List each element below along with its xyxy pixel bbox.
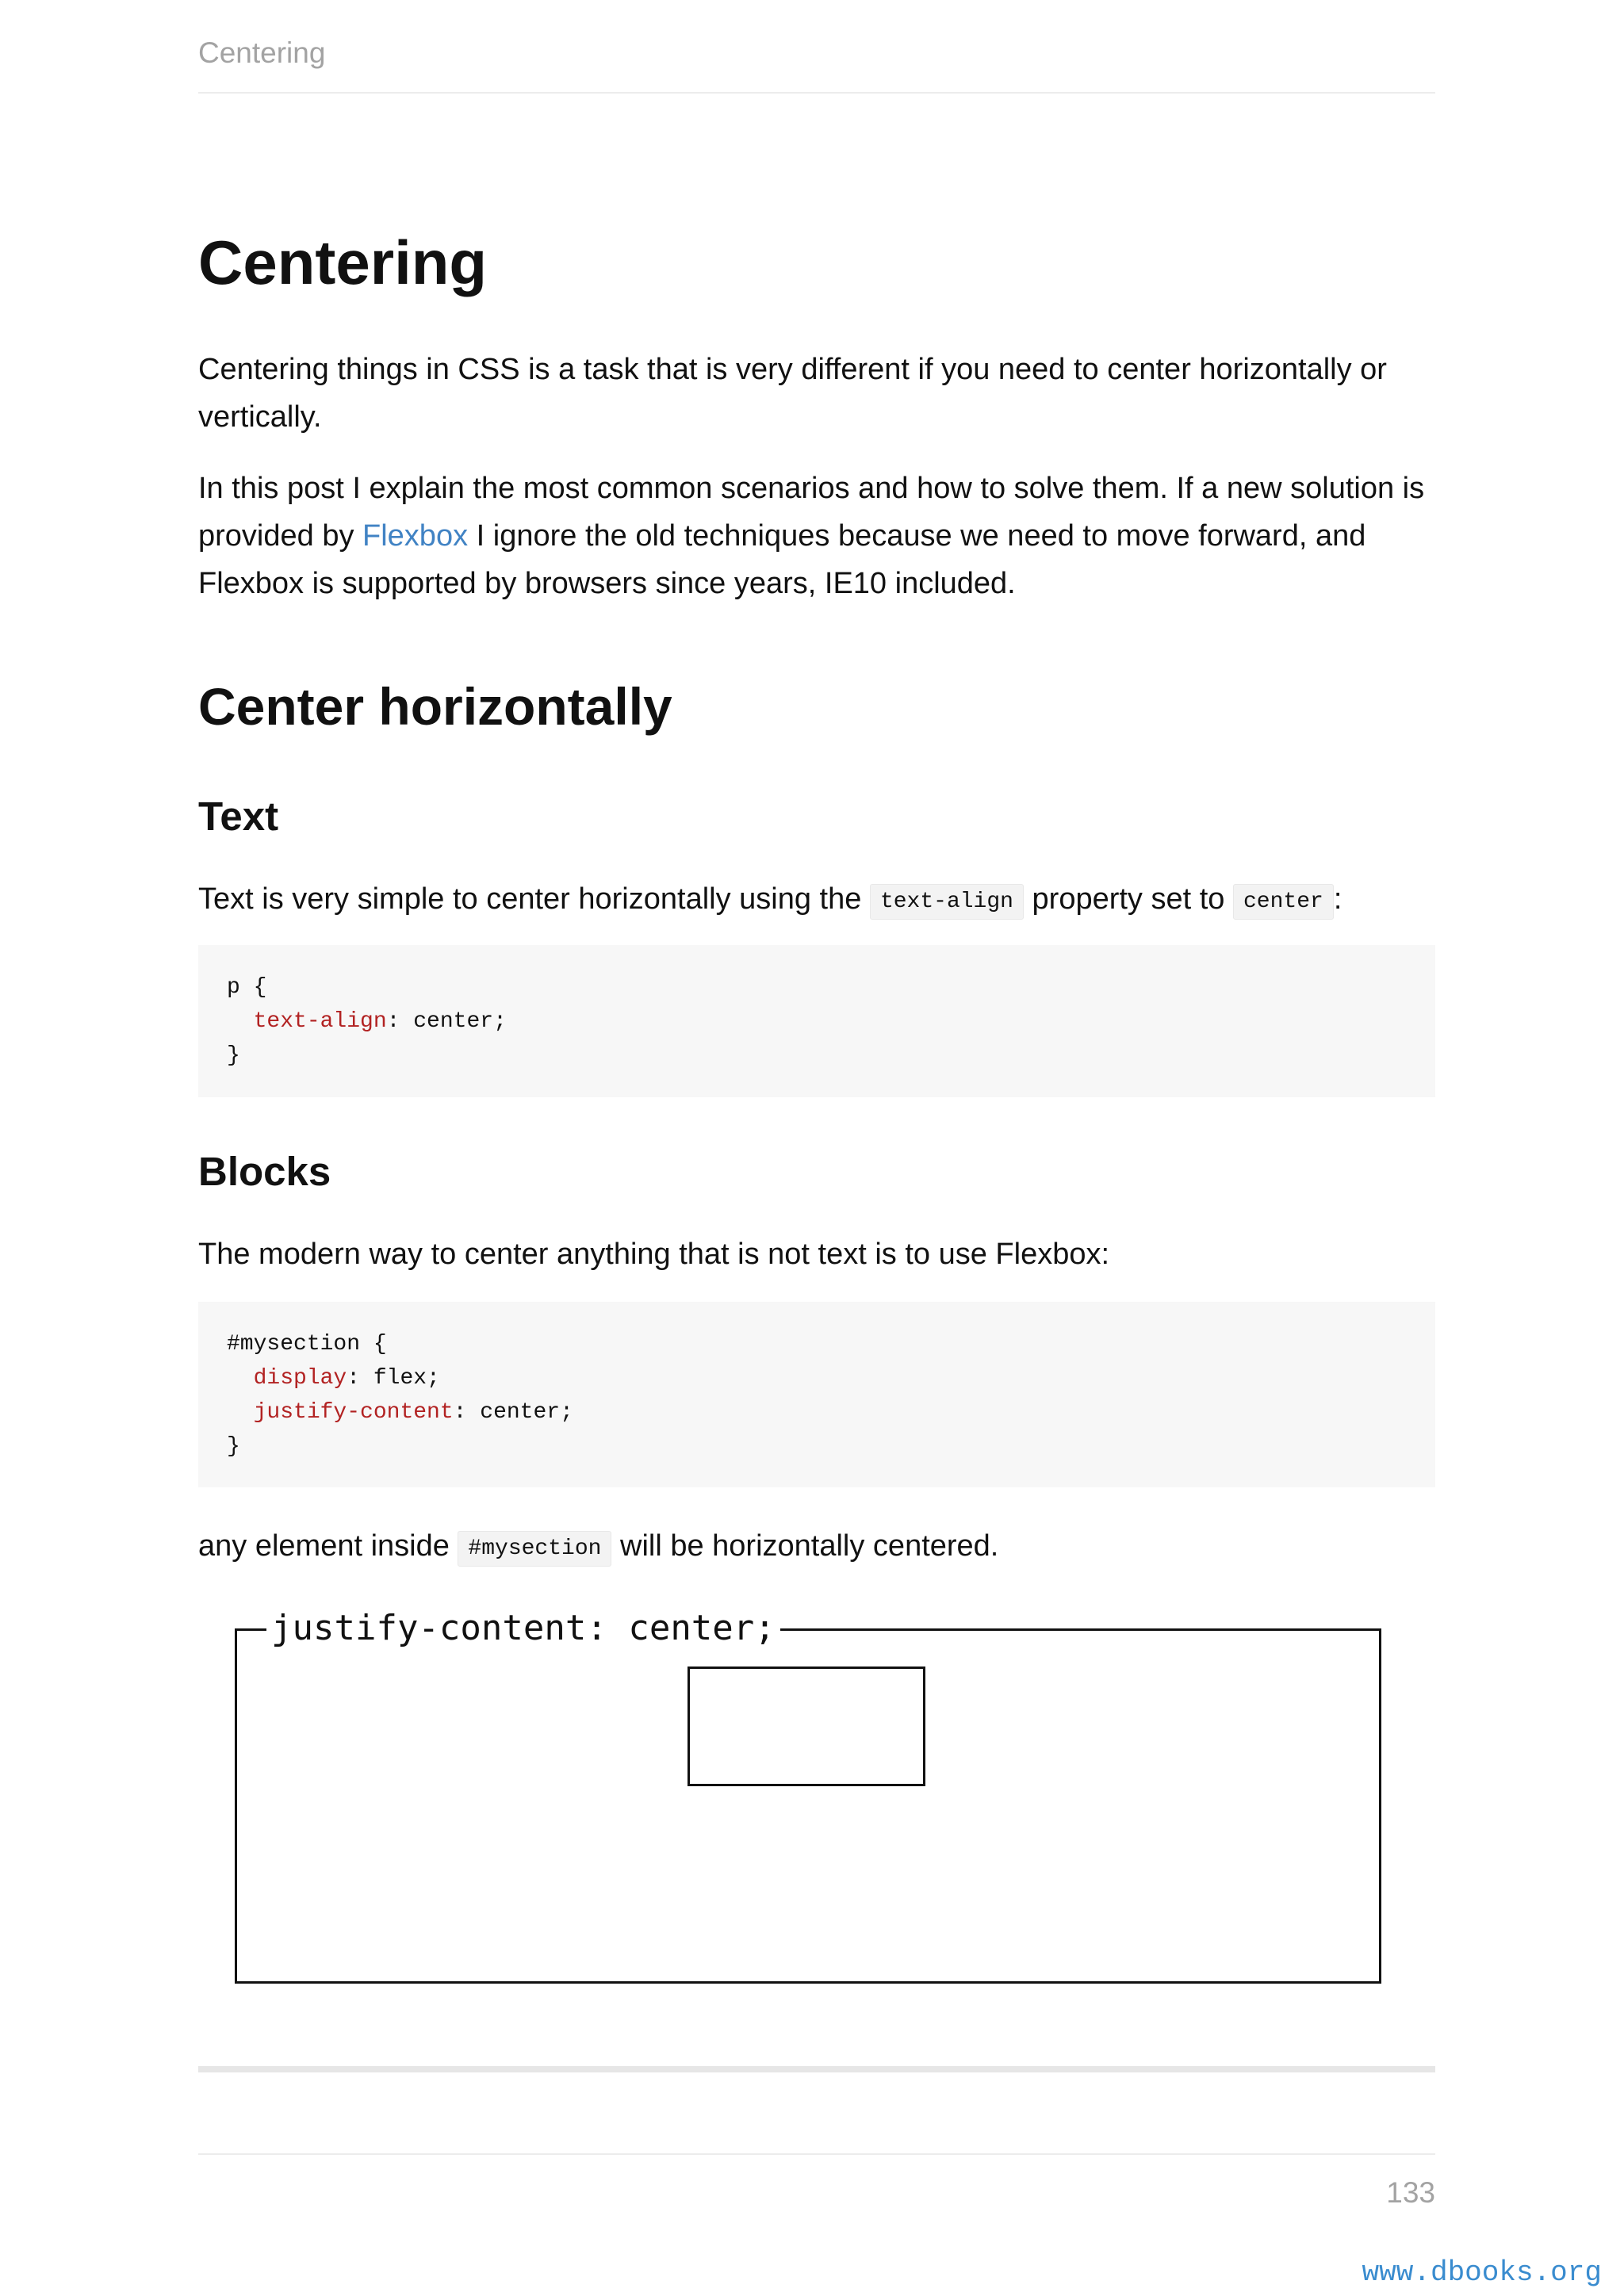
- code-block-text-align: [198, 945, 1435, 1097]
- text-para-after: :: [1333, 882, 1342, 916]
- code-value: : center;: [453, 1400, 573, 1425]
- diagram-top-border-right: [737, 1628, 1381, 1631]
- running-header: Centering: [198, 36, 326, 69]
- section-heading-center-horizontally: Center horizontally: [198, 677, 672, 736]
- after-text-before: any element inside: [198, 1529, 458, 1563]
- book-page: [198, 0, 1435, 2296]
- diagram-centered-item: [688, 1667, 925, 1786]
- inline-code-mysection: #mysection: [458, 1531, 611, 1567]
- intro-paragraph-1: Centering things in CSS is a task that is very different if you need to center horizontally or vertically.: [198, 353, 1387, 434]
- diagram-label: justify-content: center;: [266, 1609, 780, 1647]
- code-property: text-align: [253, 1009, 387, 1034]
- code-indent: [227, 1366, 254, 1391]
- chapter-title: Centering: [198, 228, 488, 297]
- blocks-paragraph: The modern way to center anything that is not text is to use Flexbox:: [198, 1238, 1110, 1271]
- footer-rule: [198, 2153, 1435, 2155]
- intro-p2-text-before: In this post I explain the most common scenarios and how to solve them. If a new solution is provided by: [198, 472, 1425, 553]
- inline-code-center: center: [1233, 884, 1334, 920]
- text-paragraph: [198, 875, 1435, 928]
- subsection-heading-text: Text: [198, 794, 279, 839]
- code-value: : flex;: [347, 1366, 440, 1391]
- intro-p2-text-after: I ignore the old techniques because we need to move forward, and Flexbox is supported by browsers since years, IE10 included.: [198, 519, 1366, 600]
- code-indent: [227, 1009, 254, 1034]
- after-code-paragraph: [198, 1522, 1435, 1575]
- text-para-middle: property set to: [1023, 882, 1233, 916]
- section-end-bar: [198, 2066, 1435, 2072]
- code-line: }: [227, 1434, 240, 1459]
- code-property: justify-content: [253, 1400, 454, 1425]
- text-para-before: Text is very simple to center horizontally using the: [198, 882, 870, 916]
- intro-paragraph-2: [198, 465, 1435, 607]
- header-rule: [198, 92, 1435, 94]
- page-number: 133: [1386, 2176, 1435, 2209]
- diagram-top-border-left: [235, 1628, 270, 1631]
- after-text-after: will be horizontally centered.: [611, 1529, 999, 1563]
- watermark-link[interactable]: www.dbooks.org: [1362, 2256, 1602, 2289]
- code-line: #mysection {: [227, 1332, 387, 1357]
- justify-content-diagram: [198, 1601, 1435, 2006]
- code-block-flexbox: [198, 1302, 1435, 1487]
- inline-code-text-align: text-align: [870, 884, 1024, 920]
- code-value: : center;: [386, 1009, 507, 1034]
- code-line: }: [227, 1043, 240, 1068]
- code-property: display: [253, 1366, 347, 1391]
- subsection-heading-blocks: Blocks: [198, 1149, 331, 1194]
- code-indent: [227, 1400, 254, 1425]
- flexbox-link[interactable]: Flexbox: [362, 519, 469, 553]
- code-line: p {: [227, 975, 267, 1000]
